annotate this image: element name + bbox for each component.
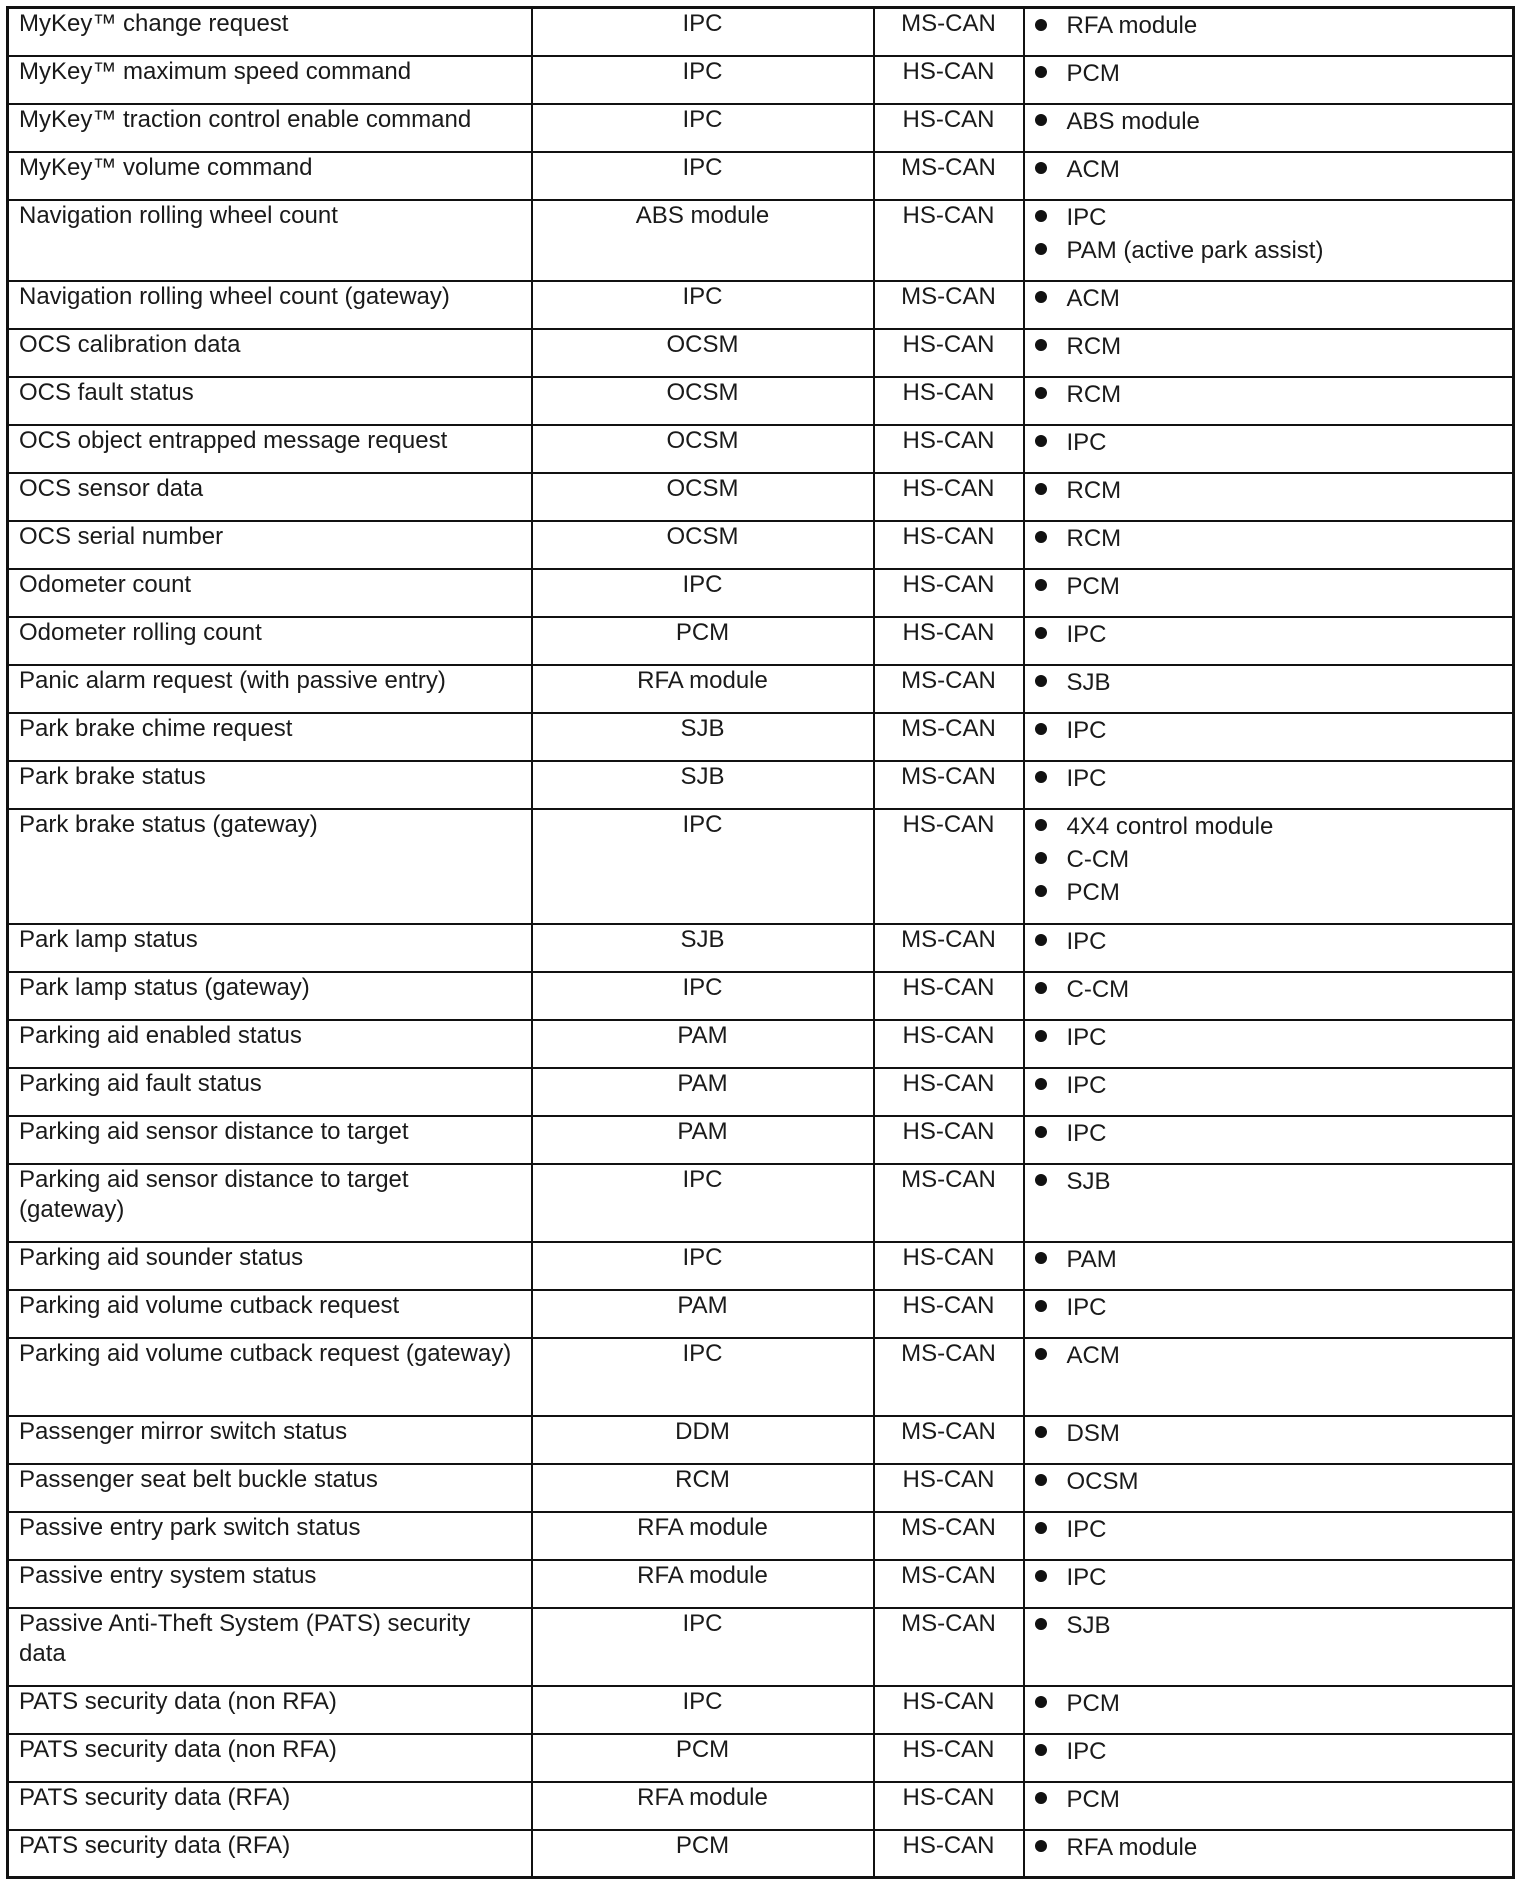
table-row	[8, 1242, 1514, 1290]
network-cell: MS-CAN	[874, 924, 1024, 972]
bullet-icon	[1035, 162, 1047, 174]
receiver-label: IPC	[1066, 927, 1107, 955]
receiver-item	[1035, 570, 1503, 603]
message-cell: Parking aid sensor distance to target (gateway)	[8, 1164, 532, 1242]
bullet-icon	[1035, 210, 1047, 222]
receiver-label: IPC	[1066, 764, 1107, 792]
message-cell: Passive entry system status	[8, 1560, 532, 1608]
receiver-item	[1035, 1465, 1503, 1498]
source-module-cell: SJB	[532, 713, 874, 761]
receiver-list-cell	[1024, 1338, 1514, 1416]
source-module-cell: IPC	[532, 56, 874, 104]
message-cell: Parking aid sounder status	[8, 1242, 532, 1290]
table-row	[8, 1686, 1514, 1734]
source-module-cell: RFA module	[532, 1512, 874, 1560]
bullet-icon	[1035, 1030, 1047, 1042]
table-row	[8, 569, 1514, 617]
network-cell: HS-CAN	[874, 1830, 1024, 1878]
bullet-icon	[1035, 1300, 1047, 1312]
source-module-cell: SJB	[532, 924, 874, 972]
receiver-label: RCM	[1066, 380, 1122, 408]
table-row	[8, 1416, 1514, 1464]
receiver-list-cell	[1024, 713, 1514, 761]
table-row	[8, 1338, 1514, 1416]
bullet-icon	[1035, 1744, 1047, 1756]
receiver-list-cell	[1024, 924, 1514, 972]
receiver-label: ACM	[1066, 155, 1120, 183]
network-cell: MS-CAN	[874, 1560, 1024, 1608]
receiver-label: PCM	[1066, 572, 1120, 600]
table-row	[8, 713, 1514, 761]
network-cell: HS-CAN	[874, 1242, 1024, 1290]
source-module-cell: PAM	[532, 1068, 874, 1116]
network-cell: MS-CAN	[874, 1512, 1024, 1560]
receiver-label: RCM	[1066, 332, 1122, 360]
receiver-label: DSM	[1066, 1419, 1120, 1447]
receiver-item	[1035, 1339, 1503, 1372]
receiver-label: SJB	[1066, 1167, 1111, 1195]
table-row	[8, 1608, 1514, 1686]
table-row	[8, 1068, 1514, 1116]
network-cell: HS-CAN	[874, 104, 1024, 152]
receiver-label: IPC	[1066, 1563, 1107, 1591]
table-row	[8, 1734, 1514, 1782]
message-cell: Navigation rolling wheel count	[8, 200, 532, 281]
network-cell: HS-CAN	[874, 521, 1024, 569]
receiver-item	[1035, 234, 1503, 267]
receiver-list-cell	[1024, 1164, 1514, 1242]
receiver-item	[1035, 1561, 1503, 1594]
table-row	[8, 200, 1514, 281]
receiver-item	[1035, 618, 1503, 651]
message-cell: OCS object entrapped message request	[8, 425, 532, 473]
message-cell: Odometer count	[8, 569, 532, 617]
receiver-item	[1035, 153, 1503, 186]
bullet-icon	[1035, 819, 1047, 831]
receiver-item	[1035, 1735, 1503, 1768]
receiver-label: RFA module	[1066, 1833, 1198, 1861]
source-module-cell: IPC	[532, 972, 874, 1020]
network-cell: HS-CAN	[874, 569, 1024, 617]
receiver-item	[1035, 810, 1503, 843]
network-cell: MS-CAN	[874, 761, 1024, 809]
bullet-icon	[1035, 579, 1047, 591]
receiver-list-cell	[1024, 569, 1514, 617]
receiver-item	[1035, 1783, 1503, 1816]
receiver-label: RCM	[1066, 476, 1122, 504]
table-row	[8, 665, 1514, 713]
table-row	[8, 1830, 1514, 1878]
receiver-item	[1035, 925, 1503, 958]
receiver-list-cell	[1024, 1464, 1514, 1512]
receiver-list-cell	[1024, 1242, 1514, 1290]
message-cell: Park brake status (gateway)	[8, 809, 532, 924]
source-module-cell: RFA module	[532, 1782, 874, 1830]
bullet-icon	[1035, 339, 1047, 351]
message-cell: OCS sensor data	[8, 473, 532, 521]
network-cell: MS-CAN	[874, 1416, 1024, 1464]
receiver-label: PCM	[1066, 878, 1120, 906]
table-row	[8, 1290, 1514, 1338]
network-cell: HS-CAN	[874, 1686, 1024, 1734]
message-cell: OCS fault status	[8, 377, 532, 425]
network-cell: HS-CAN	[874, 200, 1024, 281]
bullet-icon	[1035, 982, 1047, 994]
receiver-list-cell	[1024, 972, 1514, 1020]
table-row	[8, 1464, 1514, 1512]
receiver-list-cell	[1024, 56, 1514, 104]
message-cell: OCS calibration data	[8, 329, 532, 377]
network-cell: MS-CAN	[874, 281, 1024, 329]
receiver-item	[1035, 762, 1503, 795]
receiver-list-cell	[1024, 8, 1514, 56]
receiver-label: PAM	[1066, 1245, 1117, 1273]
bullet-icon	[1035, 387, 1047, 399]
bullet-icon	[1035, 114, 1047, 126]
source-module-cell: IPC	[532, 152, 874, 200]
network-cell: HS-CAN	[874, 972, 1024, 1020]
receiver-list-cell	[1024, 1068, 1514, 1116]
message-cell: Parking aid sensor distance to target	[8, 1116, 532, 1164]
source-module-cell: OCSM	[532, 377, 874, 425]
receiver-label: C-CM	[1066, 845, 1130, 873]
receiver-label: IPC	[1066, 203, 1107, 231]
bullet-icon	[1035, 723, 1047, 735]
source-module-cell: IPC	[532, 1338, 874, 1416]
source-module-cell: PCM	[532, 1734, 874, 1782]
source-module-cell: PAM	[532, 1290, 874, 1338]
receiver-list-cell	[1024, 1734, 1514, 1782]
bullet-icon	[1035, 1792, 1047, 1804]
receiver-list-cell	[1024, 104, 1514, 152]
network-cell: HS-CAN	[874, 56, 1024, 104]
bullet-icon	[1035, 291, 1047, 303]
table-row	[8, 809, 1514, 924]
network-cell: HS-CAN	[874, 617, 1024, 665]
receiver-label: PCM	[1066, 59, 1120, 87]
source-module-cell: PAM	[532, 1020, 874, 1068]
table-row	[8, 377, 1514, 425]
source-module-cell: PAM	[532, 1116, 874, 1164]
receiver-item	[1035, 876, 1503, 909]
receiver-label: ACM	[1066, 284, 1120, 312]
receiver-item	[1035, 1165, 1503, 1198]
receiver-item	[1035, 282, 1503, 315]
message-cell: Navigation rolling wheel count (gateway)	[8, 281, 532, 329]
receiver-item	[1035, 843, 1503, 876]
bullet-icon	[1035, 1126, 1047, 1138]
receiver-item	[1035, 330, 1503, 363]
source-module-cell: RCM	[532, 1464, 874, 1512]
receiver-item	[1035, 1417, 1503, 1450]
source-module-cell: IPC	[532, 281, 874, 329]
bullet-icon	[1035, 1474, 1047, 1486]
message-cell: MyKey™ volume command	[8, 152, 532, 200]
receiver-label: PCM	[1066, 1689, 1120, 1717]
receiver-item	[1035, 201, 1503, 234]
receiver-list-cell	[1024, 1020, 1514, 1068]
message-cell: Parking aid fault status	[8, 1068, 532, 1116]
message-cell: MyKey™ traction control enable command	[8, 104, 532, 152]
source-module-cell: IPC	[532, 809, 874, 924]
receiver-item	[1035, 426, 1503, 459]
source-module-cell: RFA module	[532, 1560, 874, 1608]
receiver-list-cell	[1024, 377, 1514, 425]
source-module-cell: OCSM	[532, 329, 874, 377]
receiver-item	[1035, 1831, 1503, 1864]
network-cell: MS-CAN	[874, 665, 1024, 713]
source-module-cell: IPC	[532, 1608, 874, 1686]
bullet-icon	[1035, 1426, 1047, 1438]
network-cell: HS-CAN	[874, 329, 1024, 377]
network-cell: HS-CAN	[874, 809, 1024, 924]
receiver-label: RFA module	[1066, 12, 1198, 39]
network-cell: HS-CAN	[874, 1116, 1024, 1164]
receiver-item	[1035, 666, 1503, 699]
table-row	[8, 521, 1514, 569]
receiver-label: 4X4 control module	[1066, 812, 1274, 840]
message-cell: Park lamp status (gateway)	[8, 972, 532, 1020]
receiver-list-cell	[1024, 1830, 1514, 1878]
message-cell: Passenger seat belt buckle status	[8, 1464, 532, 1512]
receiver-item	[1035, 378, 1503, 411]
source-module-cell: IPC	[532, 1686, 874, 1734]
receiver-label: IPC	[1066, 716, 1107, 744]
source-module-cell: DDM	[532, 1416, 874, 1464]
table-row	[8, 8, 1514, 56]
message-cell: Park brake chime request	[8, 713, 532, 761]
source-module-cell: IPC	[532, 8, 874, 56]
network-cell: MS-CAN	[874, 1608, 1024, 1686]
bullet-icon	[1035, 1252, 1047, 1264]
bullet-icon	[1035, 1078, 1047, 1090]
receiver-label: IPC	[1066, 1119, 1107, 1147]
source-module-cell: PCM	[532, 1830, 874, 1878]
network-cell: HS-CAN	[874, 377, 1024, 425]
receiver-label: RCM	[1066, 524, 1122, 552]
network-cell: HS-CAN	[874, 425, 1024, 473]
bullet-icon	[1035, 435, 1047, 447]
table-row	[8, 761, 1514, 809]
receiver-label: ABS module	[1066, 107, 1200, 135]
table-row	[8, 1560, 1514, 1608]
receiver-item	[1035, 1069, 1503, 1102]
message-cell: Park lamp status	[8, 924, 532, 972]
receiver-label: PAM (active park assist)	[1066, 236, 1324, 264]
table-row	[8, 972, 1514, 1020]
bullet-icon	[1035, 483, 1047, 495]
receiver-list-cell	[1024, 152, 1514, 200]
table-body	[8, 8, 1514, 1878]
table-row	[8, 924, 1514, 972]
table-row	[8, 1782, 1514, 1830]
receiver-item	[1035, 474, 1503, 507]
source-module-cell: RFA module	[532, 665, 874, 713]
receiver-label: C-CM	[1066, 975, 1130, 1003]
receiver-list-cell	[1024, 1782, 1514, 1830]
receiver-item	[1035, 9, 1503, 42]
source-module-cell: IPC	[532, 1242, 874, 1290]
receiver-label: IPC	[1066, 1023, 1107, 1051]
receiver-list-cell	[1024, 473, 1514, 521]
receiver-list-cell	[1024, 200, 1514, 281]
receiver-label: IPC	[1066, 620, 1107, 648]
message-cell: Parking aid volume cutback request (gateway)	[8, 1338, 532, 1416]
receiver-label: SJB	[1066, 1611, 1111, 1639]
source-module-cell: OCSM	[532, 521, 874, 569]
receiver-list-cell	[1024, 329, 1514, 377]
receiver-list-cell	[1024, 617, 1514, 665]
bullet-icon	[1035, 1570, 1047, 1582]
receiver-label: SJB	[1066, 668, 1111, 696]
network-cell: MS-CAN	[874, 8, 1024, 56]
table-row	[8, 425, 1514, 473]
message-cell: Parking aid volume cutback request	[8, 1290, 532, 1338]
network-cell: HS-CAN	[874, 1782, 1024, 1830]
table-row	[8, 104, 1514, 152]
receiver-label: IPC	[1066, 1515, 1107, 1543]
receiver-label: IPC	[1066, 1293, 1107, 1321]
receiver-list-cell	[1024, 1290, 1514, 1338]
message-cell: Passive Anti-Theft System (PATS) security data	[8, 1608, 532, 1686]
receiver-item	[1035, 1021, 1503, 1054]
receiver-label: IPC	[1066, 428, 1107, 456]
receiver-item	[1035, 1243, 1503, 1276]
receiver-list-cell	[1024, 1608, 1514, 1686]
message-cell: Passenger mirror switch status	[8, 1416, 532, 1464]
table-row	[8, 1116, 1514, 1164]
receiver-list-cell	[1024, 1512, 1514, 1560]
receiver-label: PCM	[1066, 1785, 1120, 1813]
source-module-cell: OCSM	[532, 425, 874, 473]
receiver-label: ACM	[1066, 1341, 1120, 1369]
receiver-item	[1035, 714, 1503, 747]
bullet-icon	[1035, 627, 1047, 639]
bullet-icon	[1035, 66, 1047, 78]
bullet-icon	[1035, 531, 1047, 543]
receiver-list-cell	[1024, 1116, 1514, 1164]
receiver-list-cell	[1024, 281, 1514, 329]
network-cell: HS-CAN	[874, 1290, 1024, 1338]
message-cell: Parking aid enabled status	[8, 1020, 532, 1068]
receiver-item	[1035, 1609, 1503, 1642]
receiver-item	[1035, 973, 1503, 1006]
table-row	[8, 329, 1514, 377]
bullet-icon	[1035, 1618, 1047, 1630]
source-module-cell: IPC	[532, 569, 874, 617]
table-row	[8, 1164, 1514, 1242]
receiver-label: IPC	[1066, 1071, 1107, 1099]
bullet-icon	[1035, 1348, 1047, 1360]
receiver-label: OCSM	[1066, 1467, 1139, 1495]
network-cell: MS-CAN	[874, 1164, 1024, 1242]
network-cell: MS-CAN	[874, 713, 1024, 761]
bullet-icon	[1035, 885, 1047, 897]
message-cell: PATS security data (RFA)	[8, 1830, 532, 1878]
message-cell: MyKey™ change request	[8, 8, 532, 56]
receiver-item	[1035, 1687, 1503, 1720]
receiver-item	[1035, 57, 1503, 90]
message-cell: Odometer rolling count	[8, 617, 532, 665]
network-cell: HS-CAN	[874, 473, 1024, 521]
network-message-table	[6, 6, 1515, 1879]
source-module-cell: IPC	[532, 104, 874, 152]
receiver-item	[1035, 1117, 1503, 1150]
receiver-list-cell	[1024, 809, 1514, 924]
bullet-icon	[1035, 852, 1047, 864]
receiver-item	[1035, 522, 1503, 555]
table-row	[8, 281, 1514, 329]
receiver-item	[1035, 1513, 1503, 1546]
bullet-icon	[1035, 1522, 1047, 1534]
source-module-cell: SJB	[532, 761, 874, 809]
receiver-list-cell	[1024, 1416, 1514, 1464]
source-module-cell: ABS module	[532, 200, 874, 281]
receiver-list-cell	[1024, 425, 1514, 473]
receiver-item	[1035, 1291, 1503, 1324]
receiver-item	[1035, 105, 1503, 138]
receiver-list-cell	[1024, 521, 1514, 569]
table-row	[8, 1020, 1514, 1068]
receiver-label: IPC	[1066, 1737, 1107, 1765]
table-row	[8, 473, 1514, 521]
bullet-icon	[1035, 1696, 1047, 1708]
source-module-cell: IPC	[532, 1164, 874, 1242]
message-cell: Panic alarm request (with passive entry)	[8, 665, 532, 713]
bullet-icon	[1035, 1840, 1047, 1852]
bullet-icon	[1035, 19, 1047, 31]
receiver-list-cell	[1024, 1560, 1514, 1608]
network-cell: HS-CAN	[874, 1464, 1024, 1512]
message-cell: Park brake status	[8, 761, 532, 809]
message-cell: MyKey™ maximum speed command	[8, 56, 532, 104]
bullet-icon	[1035, 771, 1047, 783]
network-cell: MS-CAN	[874, 152, 1024, 200]
receiver-list-cell	[1024, 761, 1514, 809]
source-module-cell: PCM	[532, 617, 874, 665]
message-cell: PATS security data (RFA)	[8, 1782, 532, 1830]
receiver-list-cell	[1024, 665, 1514, 713]
network-cell: HS-CAN	[874, 1020, 1024, 1068]
bullet-icon	[1035, 1174, 1047, 1186]
table-row	[8, 56, 1514, 104]
network-cell: MS-CAN	[874, 1338, 1024, 1416]
network-cell: HS-CAN	[874, 1734, 1024, 1782]
table-row	[8, 617, 1514, 665]
bullet-icon	[1035, 675, 1047, 687]
network-cell: HS-CAN	[874, 1068, 1024, 1116]
receiver-list-cell	[1024, 1686, 1514, 1734]
message-cell: Passive entry park switch status	[8, 1512, 532, 1560]
bullet-icon	[1035, 243, 1047, 255]
source-module-cell: OCSM	[532, 473, 874, 521]
bullet-icon	[1035, 934, 1047, 946]
message-cell: PATS security data (non RFA)	[8, 1686, 532, 1734]
table-row	[8, 1512, 1514, 1560]
message-cell: OCS serial number	[8, 521, 532, 569]
table-row	[8, 152, 1514, 200]
message-cell: PATS security data (non RFA)	[8, 1734, 532, 1782]
